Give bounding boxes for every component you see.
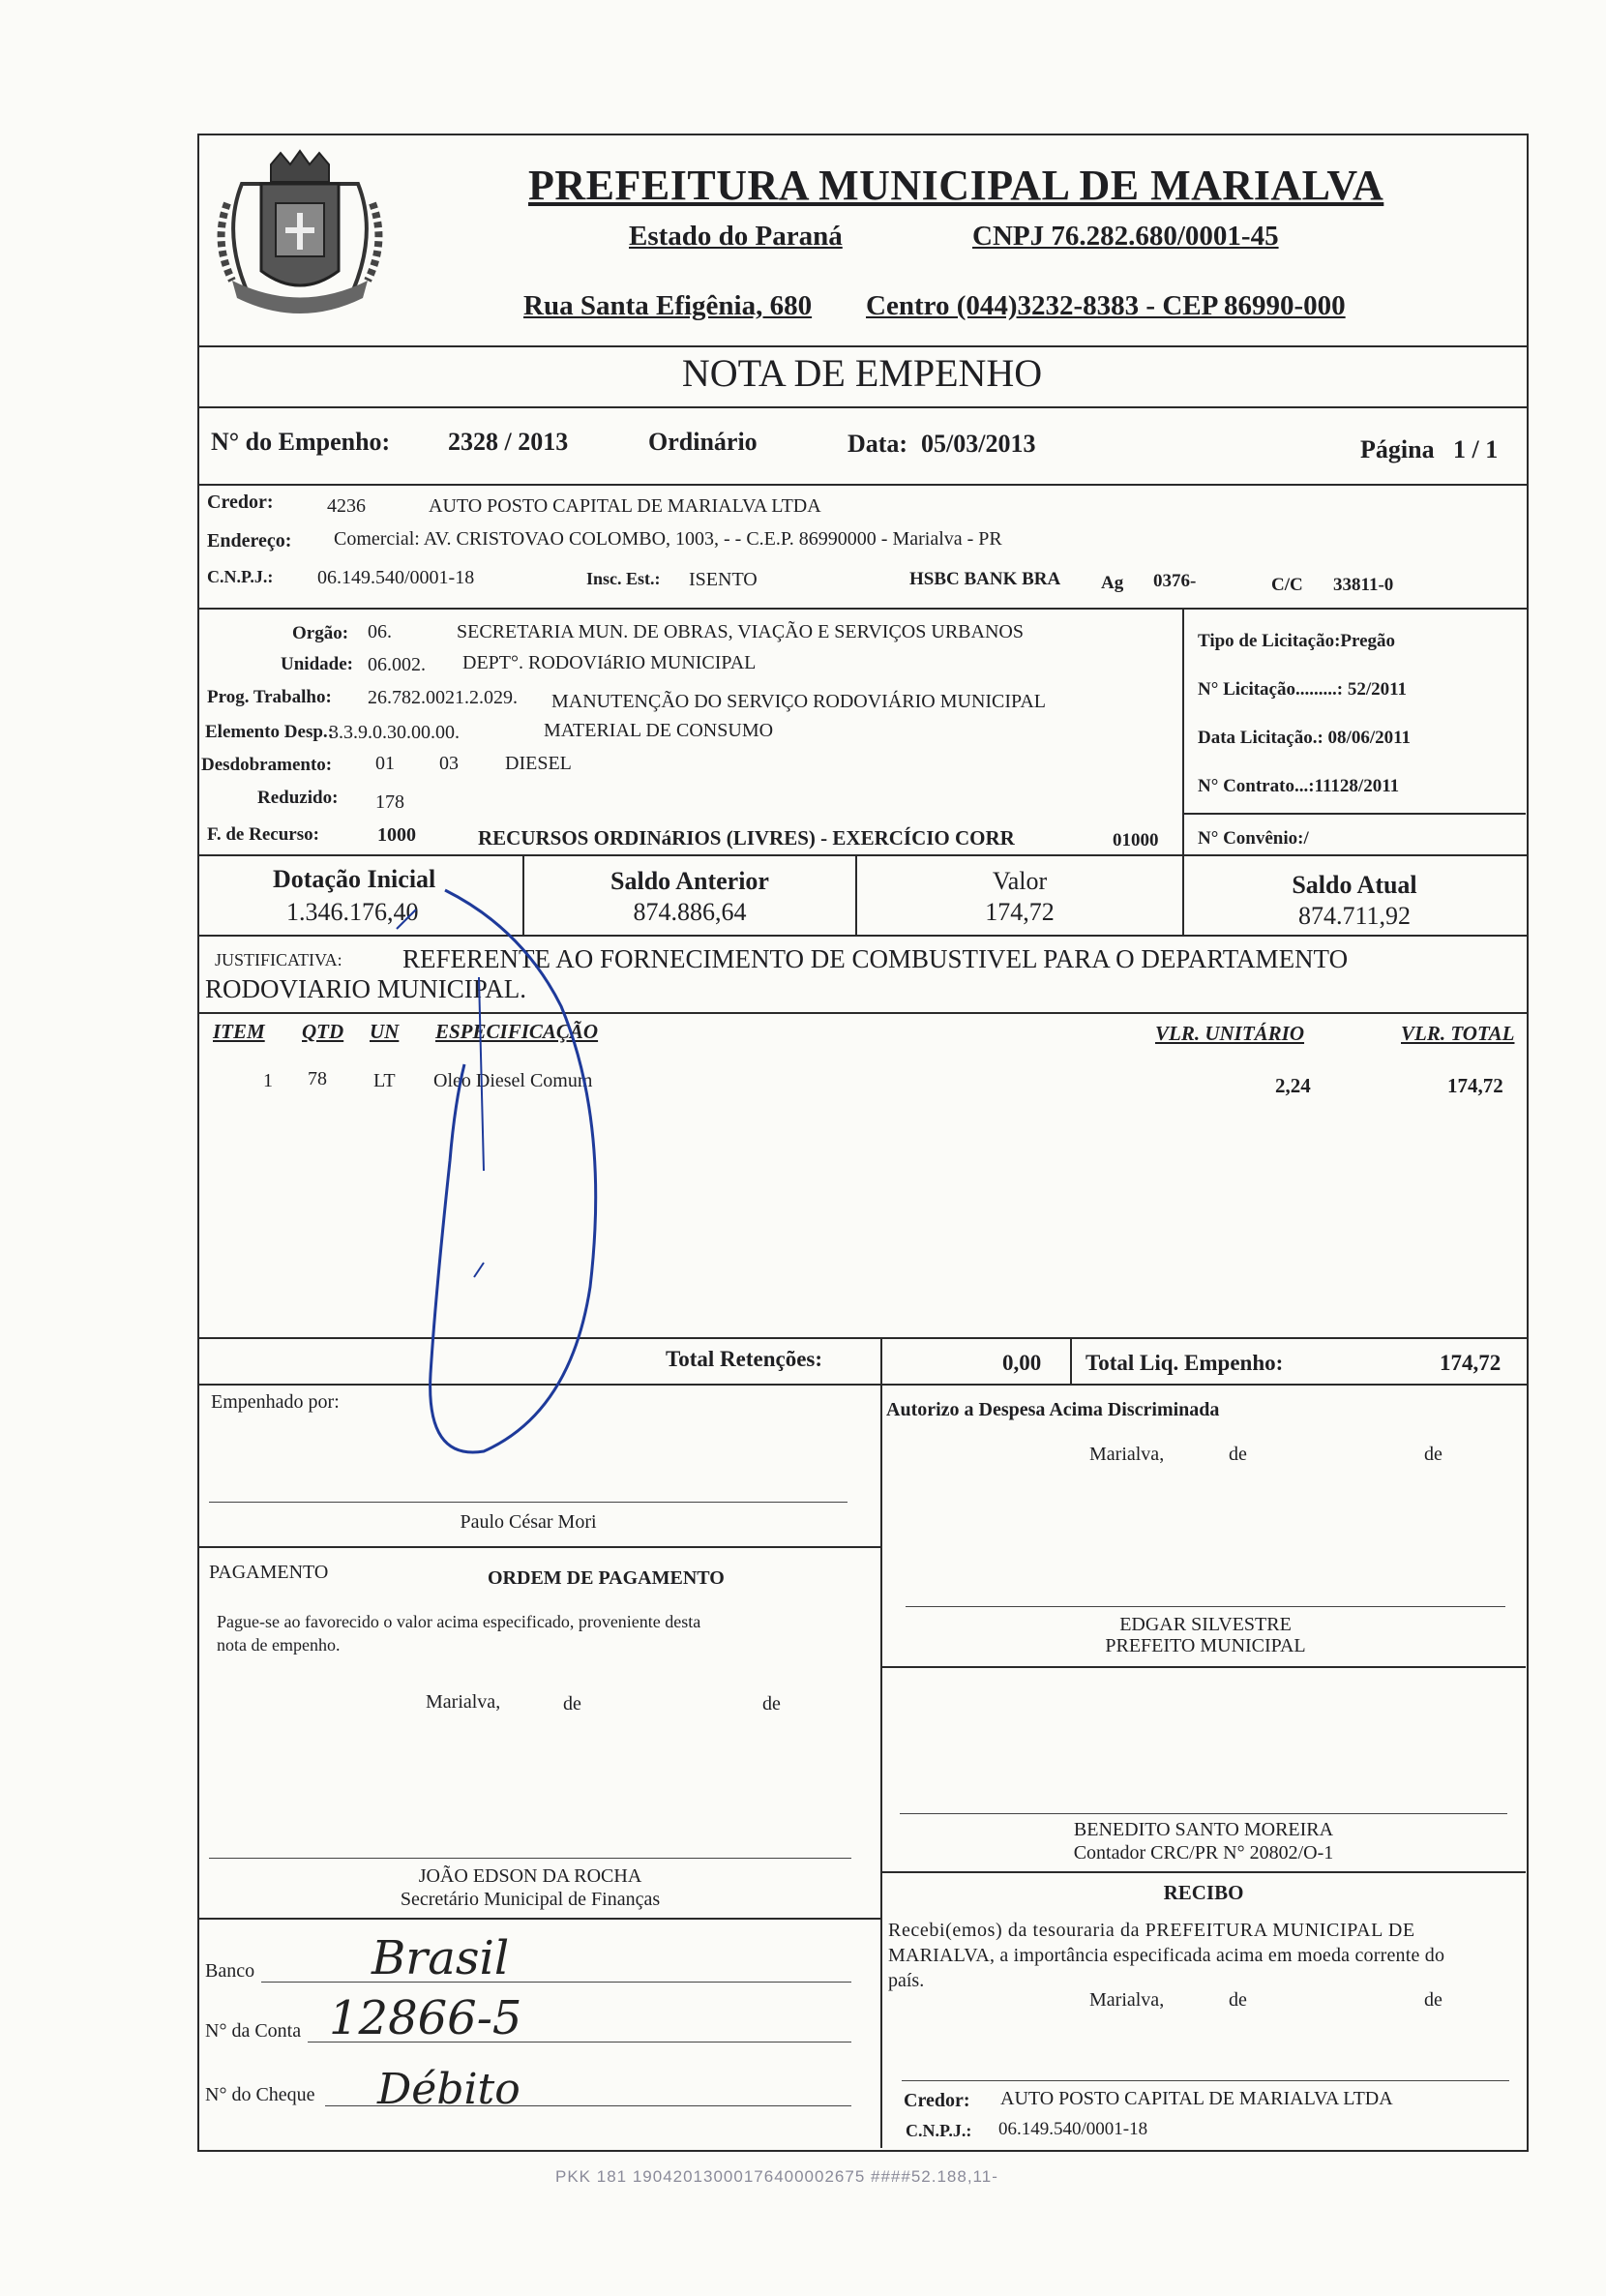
pagamento-city: Marialva, xyxy=(426,1691,501,1713)
state-label: Estado do Paraná xyxy=(629,221,843,252)
prefeito-name: EDGAR SILVESTRE xyxy=(1119,1614,1292,1635)
cnpj-credor-label: C.N.P.J.: xyxy=(207,567,274,586)
pagamento-de1: de xyxy=(563,1693,581,1715)
recurso-code: 1000 xyxy=(377,824,416,846)
valor-value: 174,72 xyxy=(985,898,1055,926)
stamp-code: PKK 181 19042013000176400002675 ####52.188,11- xyxy=(555,2167,998,2186)
divider xyxy=(1070,1339,1072,1384)
doc-title: NOTA DE EMPENHO xyxy=(681,351,1043,395)
cc-value: 33811-0 xyxy=(1333,575,1394,595)
desdobramento-b: 03 xyxy=(439,753,459,774)
credor-label: Credor: xyxy=(207,492,274,513)
numero-convenio: N° Convênio:/ xyxy=(1198,828,1309,849)
banco-value: Brasil xyxy=(372,1931,510,1985)
empenho-number-label: N° do Empenho: xyxy=(211,428,391,456)
signature-line xyxy=(900,1813,1507,1814)
pagamento-label: PAGAMENTO xyxy=(209,1562,329,1583)
empenho-type: Ordinário xyxy=(648,428,758,456)
secretario-role: Secretário Municipal de Finanças xyxy=(400,1889,661,1910)
unidade-value: DEPT°. RODOVIáRIO MUNICIPAL xyxy=(462,652,757,673)
saldo-anterior-value: 874.886,64 xyxy=(633,898,747,926)
signature-line xyxy=(902,2080,1509,2081)
divider xyxy=(882,1666,1526,1668)
cnpj-credor-value: 06.149.540/0001-18 xyxy=(317,567,475,588)
contador-name: BENEDITO SANTO MOREIRA xyxy=(1073,1819,1334,1840)
footer-cnpj-label: C.N.P.J.: xyxy=(906,2121,972,2140)
conta-value: 12866-5 xyxy=(329,1991,522,2045)
page-number: 1 / 1 xyxy=(1453,435,1499,463)
pagamento-text1: Pague-se ao favorecido o valor acima especificado, proveniente desta xyxy=(217,1612,701,1631)
unidade-code: 06.002. xyxy=(368,654,426,675)
divider xyxy=(197,854,1527,856)
divider xyxy=(1182,813,1526,815)
divider xyxy=(197,484,1527,486)
desdobramento-value: DIESEL xyxy=(505,753,572,774)
recibo-text3: país. xyxy=(888,1970,925,1991)
tipo-licitacao: Tipo de Licitação:Pregão xyxy=(1198,631,1396,651)
recibo-title: RECIBO xyxy=(1163,1881,1244,1904)
divider xyxy=(197,406,1527,408)
cheque-value: Débito xyxy=(377,2065,520,2114)
page-title: PREFEITURA MUNICIPAL DE MARIALVA xyxy=(528,162,1384,209)
banco-label: Banco xyxy=(205,1960,255,1982)
bank-name: HSBC BANK BRA xyxy=(909,569,1061,589)
cnpj-label: CNPJ 76.282.680/0001-45 xyxy=(972,221,1279,252)
empenhado-label: Empenhado por: xyxy=(211,1391,340,1413)
col-qtd: QTD xyxy=(302,1020,344,1043)
reduzido-label: Reduzido: xyxy=(257,788,339,808)
col-unit-price: VLR. UNITÁRIO xyxy=(1155,1022,1305,1045)
elemento-code: 3.3.9.0.30.00.00. xyxy=(329,722,460,743)
autorizo-label: Autorizo a Despesa Acima Discriminada xyxy=(886,1399,1220,1420)
address-label: Rua Santa Efigênia, 680 xyxy=(523,290,813,321)
footer-credor-name: AUTO POSTO CAPITAL DE MARIALVA LTDA xyxy=(1000,2088,1393,2109)
row-un: LT xyxy=(373,1070,396,1091)
empenho-number: 2328 / 2013 xyxy=(448,428,569,456)
prog-label: Prog. Trabalho: xyxy=(207,687,332,707)
orgao-code: 06. xyxy=(368,621,392,642)
recibo-city: Marialva, xyxy=(1089,1989,1165,2011)
recibo-de1: de xyxy=(1229,1989,1247,2011)
endereco-label: Endereço: xyxy=(207,530,292,552)
data-licitacao: Data Licitação.: 08/06/2011 xyxy=(1198,728,1412,748)
prefeito-role: PREFEITO MUNICIPAL xyxy=(1105,1635,1306,1656)
autorizo-de1: de xyxy=(1229,1444,1247,1465)
conta-label: N° da Conta xyxy=(205,2020,302,2042)
ordem-pagamento-label: ORDEM DE PAGAMENTO xyxy=(488,1567,725,1589)
agency-value: 0376- xyxy=(1153,571,1197,591)
row-item: 1 xyxy=(263,1070,273,1091)
cc-label: C/C xyxy=(1271,575,1303,595)
col-item: ITEM xyxy=(213,1020,265,1043)
recurso-extra: 01000 xyxy=(1113,830,1159,850)
desdobramento-a: 01 xyxy=(375,753,395,774)
desdobramento-label: Desdobramento: xyxy=(201,755,333,775)
numero-contrato: N° Contrato...:11128/2011 xyxy=(1198,776,1400,796)
recibo-text2: MARIALVA, a importância especificada acima em moeda corrente do xyxy=(888,1945,1445,1966)
justificativa-line1: REFERENTE AO FORNECIMENTO DE COMBUSTIVEL PARA O DEPARTAMENTO xyxy=(402,944,1349,973)
prog-code: 26.782.0021.2.029. xyxy=(368,687,518,708)
signature-line xyxy=(906,1606,1505,1607)
saldo-anterior-label: Saldo Anterior xyxy=(610,867,769,895)
row-spec: Oleo Diesel Comum xyxy=(433,1070,593,1091)
recibo-text1: Recebi(emos) da tesouraria da PREFEITURA MUNICIPAL DE xyxy=(888,1920,1415,1941)
signature-line xyxy=(209,1502,848,1503)
divider xyxy=(197,1918,881,1920)
divider xyxy=(197,608,1527,610)
footer-cnpj-value: 06.149.540/0001-18 xyxy=(998,2119,1148,2139)
empenho-date: 05/03/2013 xyxy=(921,430,1036,458)
credor-name: AUTO POSTO CAPITAL DE MARIALVA LTDA xyxy=(429,495,821,517)
cheque-label: N° do Cheque xyxy=(205,2084,315,2105)
contador-role: Contador CRC/PR N° 20802/O-1 xyxy=(1073,1842,1334,1864)
pagamento-de2: de xyxy=(762,1693,781,1715)
divider xyxy=(1182,610,1184,856)
justificativa-label: JUSTIFICATIVA: xyxy=(215,950,342,969)
empenho-date-label: Data: xyxy=(848,430,908,458)
col-total: VLR. TOTAL xyxy=(1401,1022,1515,1045)
autorizo-de2: de xyxy=(1424,1444,1442,1465)
insc-value: ISENTO xyxy=(689,569,758,590)
approval-mark-icon xyxy=(358,871,648,1490)
orgao-value: SECRETARIA MUN. DE OBRAS, VIAÇÃO E SERVIÇOS URBANOS xyxy=(457,621,1024,642)
prog-value: MANUTENÇÃO DO SERVIÇO RODOVIÁRIO MUNICIPAL xyxy=(551,691,1047,712)
banco-line xyxy=(261,1982,851,1983)
row-unit-price: 2,24 xyxy=(1275,1074,1311,1097)
reduzido-value: 178 xyxy=(375,791,404,813)
divider xyxy=(197,345,1527,347)
recurso-value: RECURSOS ORDINáRIOS (LIVRES) - EXERCÍCIO CORR xyxy=(478,826,1015,850)
autorizo-city: Marialva, xyxy=(1089,1444,1165,1465)
col-spec: ESPECIFICAÇÃO xyxy=(435,1020,599,1043)
recurso-label: F. de Recurso: xyxy=(207,824,319,845)
divider xyxy=(880,1386,882,2148)
insc-label: Insc. Est.: xyxy=(586,569,661,588)
saldo-atual-label: Saldo Atual xyxy=(1292,871,1417,899)
recibo-de2: de xyxy=(1424,1989,1442,2011)
row-qtd: 78 xyxy=(308,1068,327,1089)
col-un: UN xyxy=(370,1020,400,1043)
saldo-atual-value: 874.711,92 xyxy=(1297,902,1412,930)
row-total: 174,72 xyxy=(1447,1074,1503,1097)
justificativa-line2: RODOVIARIO MUNICIPAL. xyxy=(205,974,527,1003)
elemento-label: Elemento Desp.: xyxy=(205,722,334,742)
retencoes-value: 0,00 xyxy=(1002,1351,1042,1375)
orgao-label: Orgão: xyxy=(292,623,349,643)
municipal-crest-icon xyxy=(203,145,397,329)
numero-licitacao: N° Licitação.........: 52/2011 xyxy=(1198,679,1408,700)
valor-label: Valor xyxy=(992,867,1048,895)
retencoes-label: Total Retenções: xyxy=(666,1347,823,1371)
credor-code: 4236 xyxy=(327,495,366,517)
empenhado-name: Paulo César Mori xyxy=(460,1511,597,1533)
pagamento-text2: nota de empenho. xyxy=(217,1635,341,1655)
signature-line xyxy=(209,1858,851,1859)
footer-credor-label: Credor: xyxy=(904,2090,970,2111)
divider xyxy=(880,1339,882,1384)
secretario-name: JOÃO EDSON DA ROCHA xyxy=(418,1865,642,1887)
total-liquido-value: 174,72 xyxy=(1440,1351,1502,1375)
dotacao-label: Dotação Inicial xyxy=(273,865,436,893)
district-phone-label: Centro (044)3232-8383 - CEP 86990-000 xyxy=(866,290,1346,321)
unidade-label: Unidade: xyxy=(281,654,353,674)
page-label: Página xyxy=(1360,435,1435,463)
endereco-value: Comercial: AV. CRISTOVAO COLOMBO, 1003, - - C.E.P. 86990000 - Marialva - PR xyxy=(334,528,1002,550)
divider xyxy=(197,1546,881,1548)
agency-label: Ag xyxy=(1101,573,1124,593)
dotacao-value: 1.346.176,40 xyxy=(286,898,419,926)
total-liquido-label: Total Liq. Empenho: xyxy=(1086,1351,1284,1375)
elemento-value: MATERIAL DE CONSUMO xyxy=(544,720,774,741)
divider xyxy=(882,1871,1526,1873)
